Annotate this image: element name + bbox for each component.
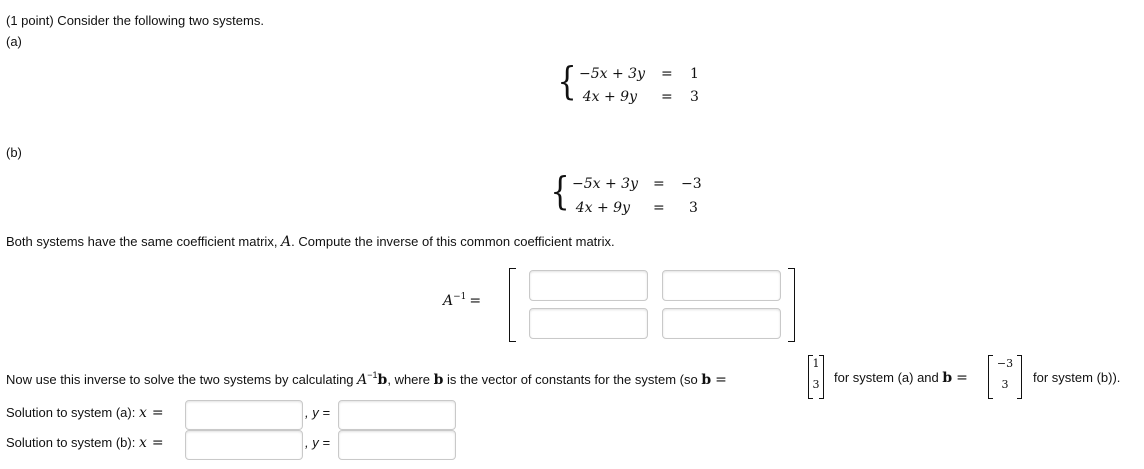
solution-a-x: x [138, 405, 147, 421]
part-b-label: (b) [6, 145, 22, 160]
system-b-eq1-lhs: −5x + 3y [572, 176, 638, 192]
system-a-eq2-lhs: 4x + 9y [582, 89, 637, 105]
inverse-superscript: −1 [453, 292, 467, 302]
solution-b-x: x [138, 435, 147, 451]
solution-a-y-label: , y = [305, 405, 330, 420]
system-b-eq1-equals: = [653, 176, 665, 192]
inverse-label [443, 292, 481, 309]
solution-b-x-input[interactable] [185, 430, 303, 460]
solution-b-label [6, 435, 164, 451]
matrix-left-bracket [509, 268, 516, 342]
matrix-right-bracket [788, 268, 795, 342]
solve-var-b: b [377, 372, 388, 388]
vector-b-right-bracket [1017, 355, 1022, 399]
solution-a-text: Solution to system (a): [6, 405, 139, 420]
solve-var-b4: b [942, 370, 953, 386]
solve-superscript: −1 [367, 370, 378, 380]
inverse-entry-22[interactable] [662, 308, 781, 339]
system-b-eq1-rhs: −3 [681, 176, 702, 192]
system-a-eq1-lhs: −5x + 3y [579, 66, 645, 82]
inverse-entry-21[interactable] [529, 308, 648, 339]
solve-text-1: Now use this inverse to solve the two systems by calculating [6, 372, 358, 387]
solution-a-label [6, 405, 164, 421]
vector-b-bottom: 3 [1001, 378, 1009, 391]
system-a-brace: { [557, 59, 577, 103]
system-b-brace: { [550, 169, 570, 213]
solve-var-A: A [357, 372, 368, 388]
solve-var-b3: b [701, 372, 712, 388]
solution-a-equals: = [151, 405, 164, 421]
problem-header: (1 point) Consider the following two systems. [6, 13, 264, 28]
solve-text-2: , where [387, 372, 434, 387]
inverse-entry-11[interactable] [529, 270, 648, 301]
part-a-label: (a) [6, 34, 22, 49]
coefficient-text-before: Both systems have the same coefficient matrix, [6, 234, 282, 249]
solution-b-equals: = [151, 435, 164, 451]
coefficient-var-A: A [281, 234, 292, 250]
coefficient-instruction [6, 234, 615, 250]
system-a-eq1-equals: = [661, 66, 673, 82]
solution-b-y-input[interactable] [338, 430, 456, 460]
inverse-equals: = [469, 293, 482, 309]
solve-instruction-end: for system (b)). [1033, 370, 1121, 385]
solve-text-4: for system (a) and [834, 370, 943, 385]
system-a-eq2-equals: = [661, 89, 673, 105]
solution-a-y-input[interactable] [338, 400, 456, 430]
solve-instruction [6, 370, 727, 388]
solution-b-text: Solution to system (b): [6, 435, 139, 450]
solve-equals-b: = [956, 370, 968, 386]
solution-b-y-label: , y = [305, 435, 330, 450]
solve-var-b2: b [433, 372, 444, 388]
solve-text-3: is the vector of constants for the system (so [443, 372, 702, 387]
inverse-entry-12[interactable] [662, 270, 781, 301]
solve-equals-a: = [715, 372, 727, 388]
system-b-eq2-lhs: 4x + 9y [575, 200, 630, 216]
coefficient-text-after: . Compute the inverse of this common coefficient matrix. [291, 234, 615, 249]
system-b-eq2-rhs: 3 [689, 200, 698, 216]
solution-a-x-input[interactable] [185, 400, 303, 430]
inverse-var-A: A [443, 293, 454, 309]
system-a-eq1-rhs: 1 [690, 66, 699, 82]
vector-a-top: 1 [812, 357, 820, 370]
vector-b-top: −3 [996, 357, 1014, 370]
vector-a-bottom: 3 [812, 378, 820, 391]
system-b-eq2-equals: = [653, 200, 665, 216]
system-a-eq2-rhs: 3 [690, 89, 699, 105]
solve-instruction-mid [834, 370, 968, 386]
